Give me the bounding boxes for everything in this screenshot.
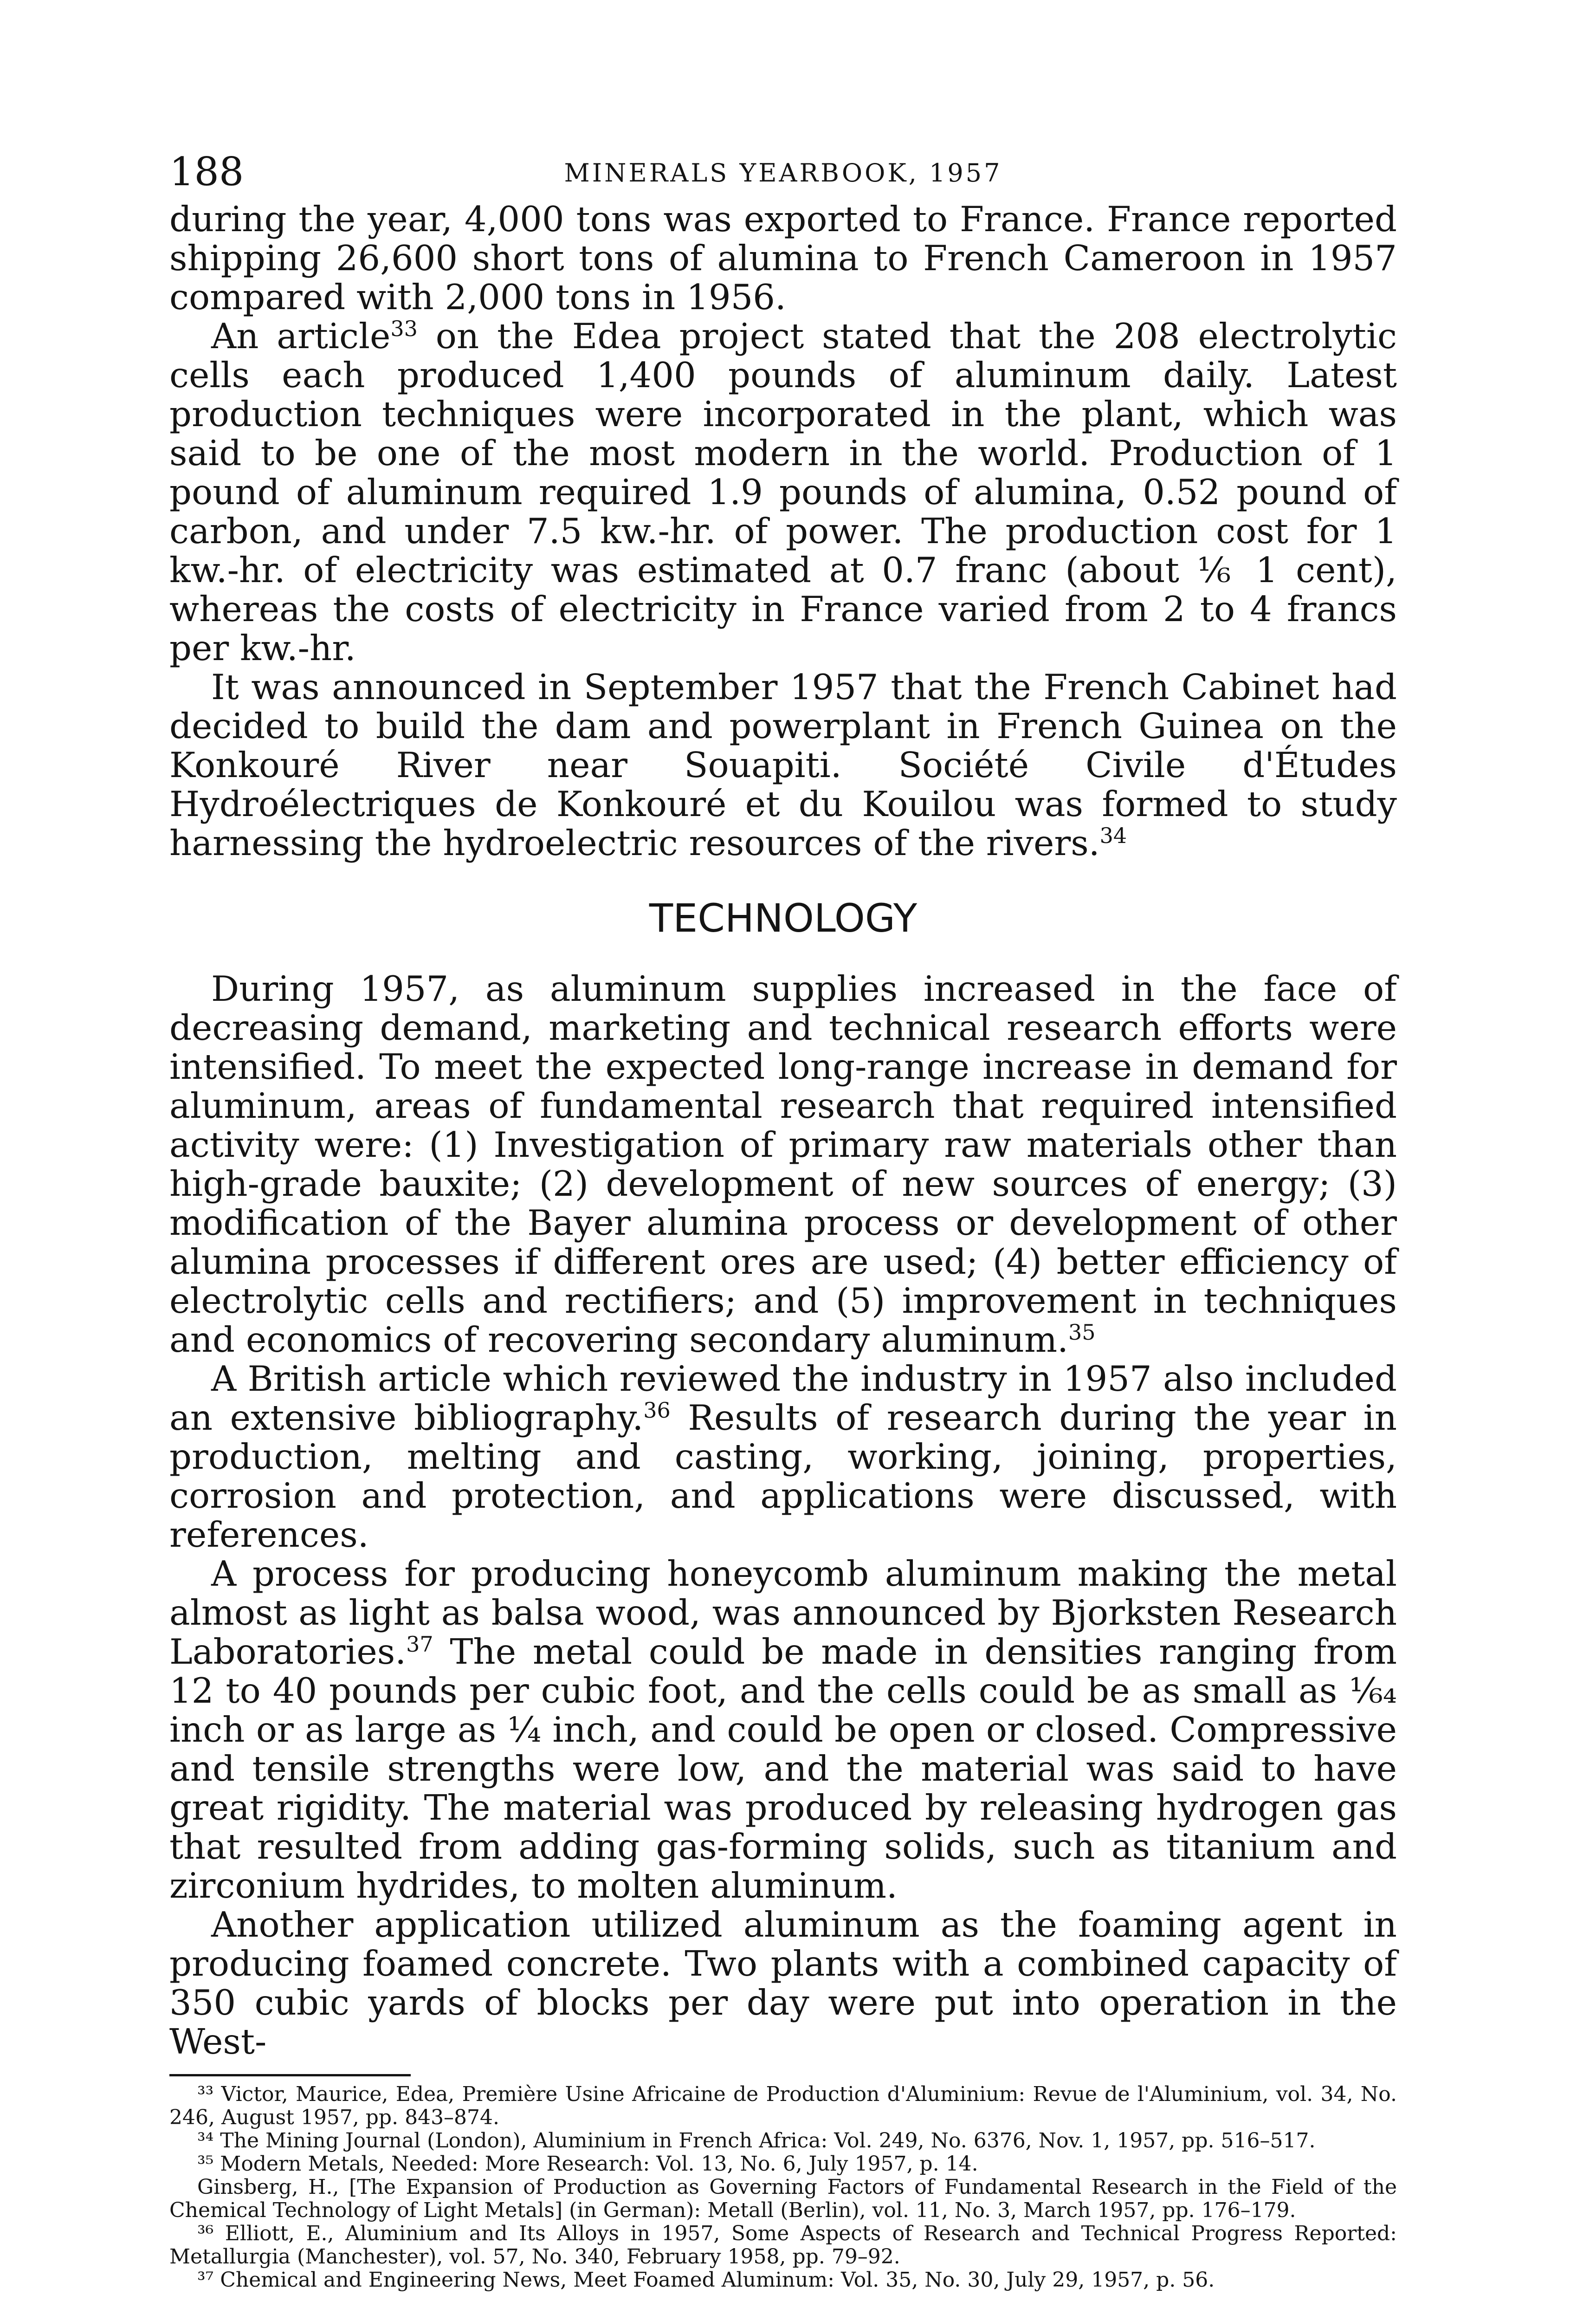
footnote: ³⁶ Elliott, E., Aluminium and Its Alloys in 1957, Some Aspects of Research and Technical Progress Reported: Metallurgia (Manchester), vol. 57, No. 340, February 1958, pp. 79–92. xyxy=(169,2222,1397,2269)
paragraph xyxy=(169,668,1397,862)
footnote: ³⁴ The Mining Journal (London), Aluminium in French Africa: Vol. 249, No. 6376, Nov. 1, 1957, pp. 516–517. xyxy=(197,2129,1316,2152)
section-heading: TECHNOLOGY xyxy=(649,895,918,941)
paragraph: Another application utilized aluminum as the foaming agent in producing foamed concrete. Two plants with a combined capacity of 350 cubic yards of blocks per day were put into operation in the West- xyxy=(169,1904,1397,2062)
footnotes xyxy=(169,2083,1397,2292)
paragraph: during the year, 4,000 tons was exported to France. France reported shipping 26,600 short tons of alumina to French Cameroon in 1957 compared with 2,000 tons in 1956. xyxy=(169,199,1397,318)
paragraph-text: on the Edea project stated that the 208 electrolytic cells each produced 1,400 pounds of aluminum daily. Latest production techniques were incorporated in the plant, which was said to be one of the most modern in the world. Production of 1 pound of aluminum required 1.9 pounds of alumina, 0.52 pound of carbon, and under 7.5 kw.-hr. of power. The production cost for 1 kw.-hr. of electricity was estimated at 0.7 franc (about ⅙ 1 cent), whereas the costs of electricity in France varied from 2 to 4 francs per kw.-hr. xyxy=(169,316,1397,668)
footnote-ref: 37 xyxy=(406,1632,433,1657)
footnote-ref: 36 xyxy=(643,1398,671,1423)
footnote-ref: 33 xyxy=(390,316,418,341)
paragraph-text: Results of research during the year in production, melting and casting, working, joining, properties, corrosion and protection, and applications were discussed, with references. xyxy=(169,1397,1397,1555)
paragraph-text: A process for producing honeycomb aluminum making the metal almost as light as balsa wood, was announced by Bjorksten Research Laboratories. xyxy=(169,1553,1397,1672)
paragraph-text: A British article which reviewed the industry in 1957 also included an extensive bibliography. xyxy=(169,1358,1397,1438)
footnote-ref: 35 xyxy=(1068,1320,1096,1345)
page-number: 188 xyxy=(169,149,244,194)
document-page xyxy=(169,149,1397,2292)
footnote: ³⁵ Modern Metals, Needed: More Research: Vol. 13, No. 6, July 1957, p. 14. xyxy=(197,2152,978,2176)
paragraph-text: During 1957, as aluminum supplies increased in the face of decreasing demand, marketing and technical research efforts were intensified. To meet the expected long-range increase in demand for aluminum, areas of fundamental research that required intensified activity were: (1) Investigation of primary raw materials other than high-grade bauxite; (2) development of new sources of energy; (3) modification of the Bayer alumina process or development of other alumina processes if different ores are used; (4) better efficiency of electrolytic cells and rectifiers; and (5) improvement in techniques and economics of recovering secondary aluminum. xyxy=(169,968,1397,1360)
running-title: MINERALS YEARBOOK, 1957 xyxy=(564,158,1002,188)
paragraph xyxy=(169,1359,1397,1554)
paragraph-text: The metal could be made in densities ranging from 12 to 40 pounds per cubic foot, and the cells could be as small as ¹⁄₆₄ inch or as large as ¼ inch, and could be open or closed. Compressive and tensile strengths were low, and the material was said to have great rigidity. The material was produced by releasing hydrogen gas that resulted from adding gas-forming solids, such as titanium and zirconium hydrides, to molten aluminum. xyxy=(169,1631,1397,1906)
running-head xyxy=(169,149,1397,200)
paragraph xyxy=(169,1554,1397,1905)
technology-section xyxy=(169,969,1397,2061)
footnote-divider xyxy=(169,2074,411,2076)
paragraph-text: An article xyxy=(211,316,391,357)
footnote-ref: 34 xyxy=(1099,823,1127,848)
paragraph xyxy=(169,969,1397,1359)
footnote: Ginsberg, H., [The Expansion of Production as Governing Factors of Fundamental Research in the Field of the Chemical Technology of Light Metals] (in German): Metall (Berlin), vol. 11, No. 3, March 1957, pp. 176–179. xyxy=(169,2175,1397,2222)
footnote: ³³ Victor, Maurice, Edea, Première Usine Africaine de Production d'Aluminium: Revue de l'Aluminium, vol. 34, No. 246, August 1957, pp. 843–874. xyxy=(169,2082,1397,2129)
intro-section xyxy=(169,200,1397,862)
paragraph xyxy=(169,317,1397,668)
paragraph-text: It was announced in September 1957 that the French Cabinet had decided to build the dam and powerplant in French Guinea on the Konkouré River near Souapiti. Société Civile d'Études Hydroélectriques de Konkouré et du Kouilou was formed to study harnessing the hydroelectric resources of the rivers. xyxy=(169,667,1397,863)
footnote: ³⁷ Chemical and Engineering News, Meet Foamed Aluminum: Vol. 35, No. 30, July 29, 1957, p. 56. xyxy=(197,2268,1215,2292)
